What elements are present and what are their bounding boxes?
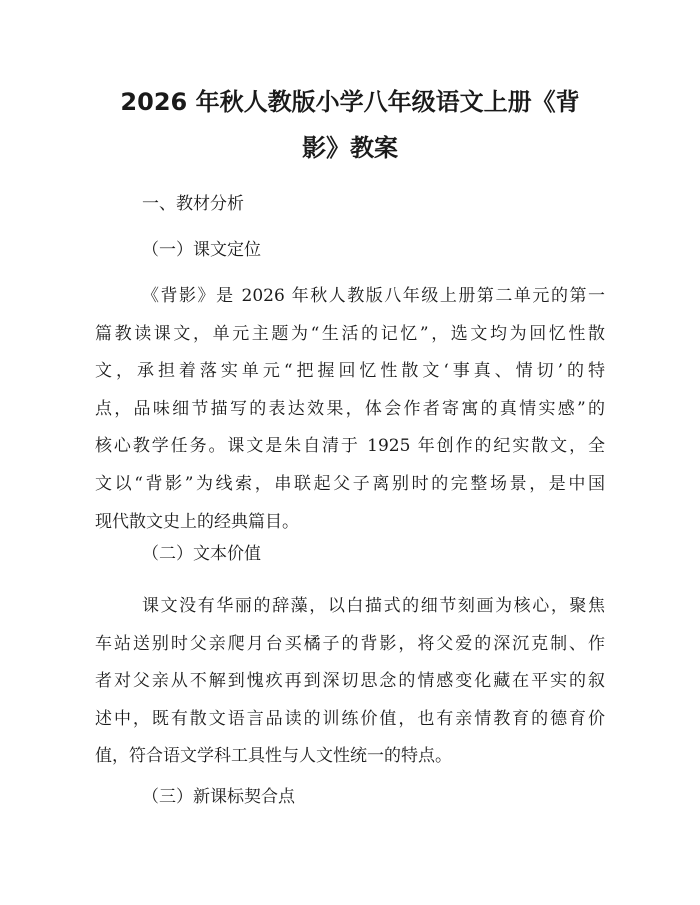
- paragraph-line: 述中，既有散文语言品读的训练价值，也有亲情教育的德育价: [95, 708, 605, 729]
- paragraph-line: 文以“背影”为线索，串联起父子离别时的完整场景，是中国: [95, 473, 605, 494]
- paragraph-line: 现代散文史上的经典篇目。: [95, 511, 299, 532]
- paragraph-text-position: [95, 278, 605, 541]
- paragraph-line: 《背影》是 2026 年秋人教版八年级上册第二单元的第一: [142, 286, 605, 306]
- paragraph-line: 课文没有华丽的辞藻，以白描式的细节刻画为核心，聚焦: [142, 596, 605, 616]
- paragraph-line: 车站送别时父亲爬月台买橘子的背影，将父爱的深沉克制、作: [95, 633, 605, 654]
- section-heading-teaching-material-analysis: 一、教材分析: [142, 194, 244, 214]
- paragraph-line: 者对父亲从不解到愧疚再到深切思念的情感变化藏在平实的叙: [95, 671, 605, 692]
- subsection-heading-text-position: （一）课文定位: [142, 240, 261, 260]
- paragraph-text-value: [95, 588, 605, 776]
- paragraph-line: 点，品味细节描写的表达效果，体会作者寄寓的真情实感”的: [95, 398, 605, 419]
- paragraph-line: 值，符合语文学科工具性与人文性统一的特点。: [95, 746, 452, 767]
- subsection-heading-curriculum-standard-fit: （三）新课标契合点: [142, 787, 295, 807]
- paragraph-line: 文，承担着落实单元“把握回忆性散文‘事真、情切’的特: [95, 361, 605, 382]
- document-title-line-2: 影》教案: [302, 134, 398, 162]
- subsection-heading-text-value: （二）文本价值: [142, 544, 261, 564]
- document-title-line-1: 2026 年秋人教版小学八年级语文上册《背: [120, 88, 580, 116]
- paragraph-line: 核心教学任务。课文是朱自清于 1925 年创作的纪实散文，全: [95, 436, 605, 457]
- paragraph-line: 篇教读课文，单元主题为“生活的记忆”，选文均为回忆性散: [95, 323, 605, 344]
